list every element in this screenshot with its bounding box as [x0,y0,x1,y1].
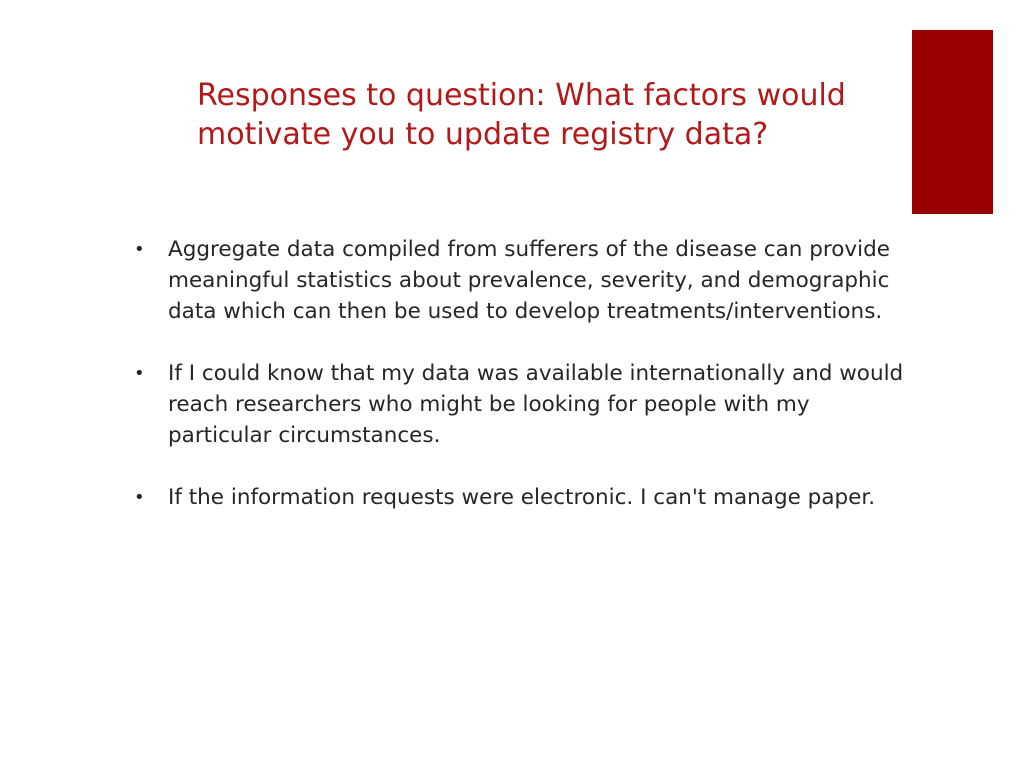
slide-title: Responses to question: What factors would motivate you to update registry data? [197,78,846,152]
bullet-text: If I could know that my data was available internationally and would reach researchers who might be looking for people with my particular circumstances. [168,361,904,448]
bullet-text: Aggregate data compiled from sufferers of the disease can provide meaningful statistics about prevalence, severity, and demographic data which can then be used to develop treatments/interventions. [168,237,890,324]
bullet-text: If the information requests were electronic. I can't manage paper. [168,485,876,510]
accent-block [912,30,993,214]
bullet-icon: • [134,363,145,384]
bullet-list [134,234,904,513]
bullet-icon: • [134,239,145,260]
bullet-icon: • [134,487,145,508]
bullet-item-aggregate-data [134,234,904,327]
bullet-item-electronic-requests [134,482,904,513]
bullet-item-international-data [134,358,904,451]
